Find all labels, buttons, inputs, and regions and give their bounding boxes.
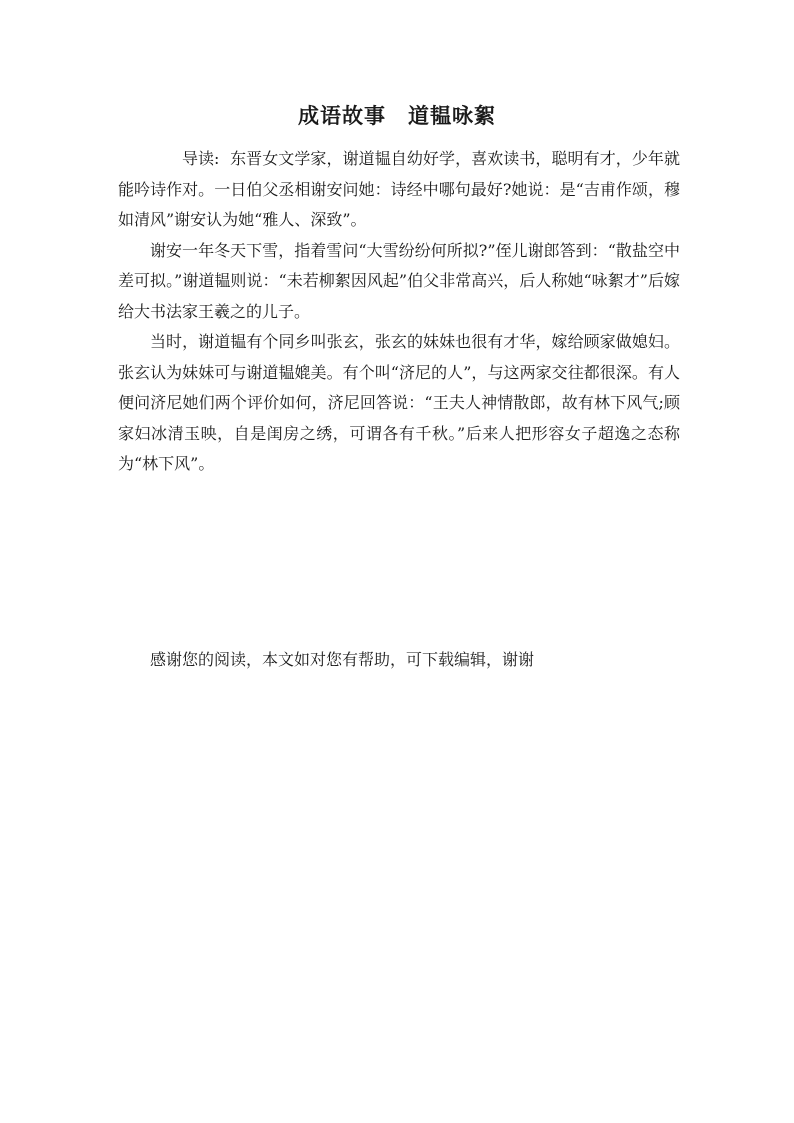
intro-label: 导读: — [182, 149, 220, 168]
paragraph-3: 当时，谢道韫有个同乡叫张玄，张玄的妹妹也很有才华，嫁给顾家做媳妇。张玄认为妹妹可与谢道韫媲美。有个叫“济尼的人”，与这两家交往都很深。有人便问济尼她们两个评价如何，济尼回答说：“王夫人神情散郎，故有林下风气;顾家妇冰清玉映，自是闺房之绣，可谓各有千秋。”后来人把形容女子超逸之态称为“林下风”。 — [118, 332, 680, 473]
paragraph-1-text: 东晋女文学家，谢道韫自幼好学，喜欢读书，聪明有才，少年就能吟诗作对。一日伯父丞相谢安问她：诗经中哪句最好?她说：是“吉甫作颂，穆如清风”谢安认为她“雅人、深致”。 — [118, 149, 680, 229]
paragraph-intro — [118, 144, 680, 236]
thanks-note: 感谢您的阅读，本文如对您有帮助，可下载编辑，谢谢 — [150, 650, 535, 669]
document-title: 成语故事 道韫咏絮 — [298, 103, 496, 128]
document-body — [118, 144, 680, 480]
paragraph-2: 谢安一年冬天下雪，指着雪问“大雪纷纷何所拟?”侄儿谢郎答到：“散盐空中差可拟。”谢道韫则说：“未若柳絮因风起”伯父非常高兴，后人称她“咏絮才”后嫁给大书法家王羲之的儿子。 — [118, 240, 680, 321]
